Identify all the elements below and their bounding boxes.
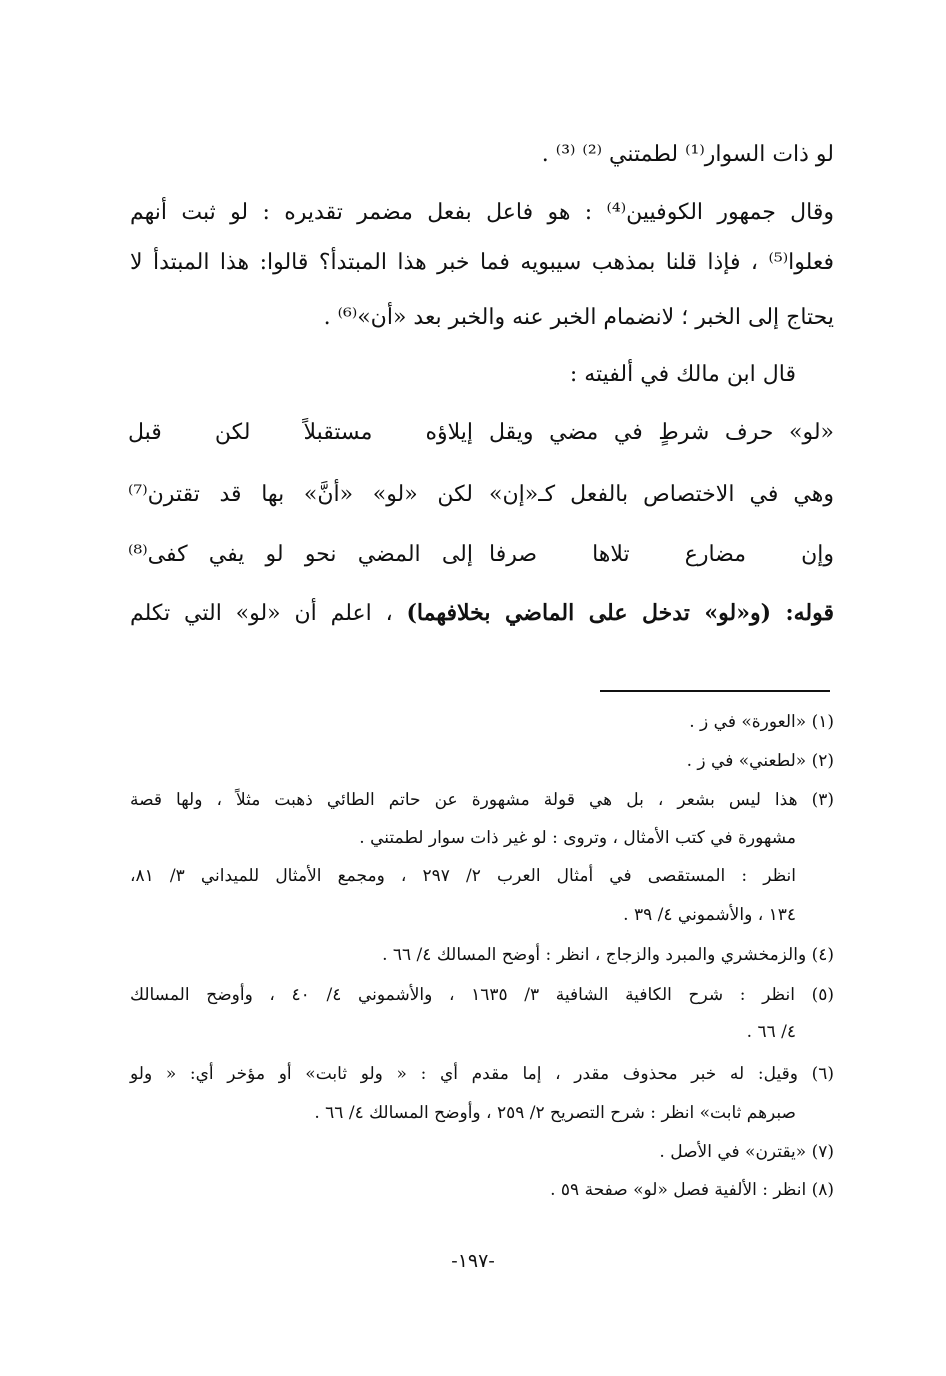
verse-1-second-hemistich: إيلاؤه مستقبلاً لكن قبل: [128, 420, 473, 445]
commentary-quote: قوله: (و«لو» تدخل على الماضي بخلافهما): [406, 600, 834, 626]
footnote-2: (٢) «لطعني» في ز .: [686, 751, 834, 771]
footnote-6-line-2: صبرهم ثابت» انظر : شرح التصريح ٢/ ٢٥٩ ، وأوضح المسالك ٤/ ٦٦ .: [314, 1103, 796, 1123]
verse-3-second-hemistich: إلى المضي نحو لو يفي كفى⁽⁸⁾: [128, 542, 473, 567]
footnote-8: (٨) انظر : الألفية فصل «لو» صفحة ٥٩ .: [550, 1180, 834, 1200]
page-number: -١٩٧-: [451, 1250, 495, 1272]
commentary-rest: ، اعلم أن «لو» التي تكلم: [130, 601, 407, 626]
body-line-5: قال ابن مالك في ألفيته :: [569, 362, 796, 387]
footnote-5-line-1: (٥) انظر : شرح الكافية الشافية ٣/ ١٦٣٥ ، والأشموني ٤/ ٤٠ ، وأوضح المسالك: [130, 985, 834, 1005]
footnote-separator: [600, 690, 830, 692]
body-line-2: وقال جمهور الكوفيين⁽⁴⁾ : هو فاعل بفعل مضمر تقديره : لو ثبت أنهم: [130, 200, 834, 225]
body-line-1: لو ذات السوار⁽¹⁾ لطمتني ⁽²⁾ ⁽³⁾ .: [541, 142, 834, 167]
verse-3-first-hemistich: وإن مضارع تلاها صرفا: [489, 542, 834, 567]
verse-1-first-hemistich: «لو» حرف شرطٍ في مضي ويقل: [489, 420, 834, 445]
footnote-4: (٤) والزمخشري والمبرد والزجاج ، انظر : أوضح المسالك ٤/ ٦٦ .: [382, 945, 834, 965]
verse-2-first-hemistich: وهي في الاختصاص بالفعل كـ«إن»: [489, 482, 834, 507]
footnote-6-line-1: (٦) وقيل: له خبر محذوف مقدر ، إما مقدم أي : « ولو ثابت» أو مؤخر أي: « ولو: [130, 1064, 834, 1084]
commentary-line: [130, 600, 834, 626]
footnote-3-line-4: ١٣٤ ، والأشموني ٤/ ٣٩ .: [623, 905, 796, 925]
footnote-3-line-3: انظر : المستقصى في أمثال العرب ٢/ ٢٩٧ ، ومجمع الأمثال للميداني ٣/ ٨١،: [130, 866, 796, 886]
footnote-1: (١) «العورة» في ز .: [689, 712, 834, 732]
footnote-7: (٧) «يقترن» في الأصل .: [659, 1142, 834, 1162]
footnote-3-line-2: مشهورة في كتب الأمثال ، وتروى : لو غير ذات سوار لطمتني .: [359, 828, 796, 848]
body-line-3: فعلوا⁽⁵⁾ ، فإذا قلنا بمذهب سيبويه فما خبر هذا المبتدأ؟ قالوا: هذا المبتدأ لا: [130, 250, 834, 275]
verse-2-second-hemistich: لكن «لو» «أنَّ» بها قد تقترن⁽⁷⁾: [128, 482, 473, 507]
footnote-3-line-1: (٣) هذا ليس بشعر ، بل هي قولة مشهورة عن حاتم الطائي ذهبت مثلاً ، ولها قصة: [130, 790, 834, 810]
footnote-5-line-2: ٤/ ٦٦ .: [746, 1022, 796, 1042]
body-line-4: يحتاج إلى الخبر ؛ لانضمام الخبر عنه والخبر بعد «أن»⁽⁶⁾ .: [323, 305, 834, 330]
